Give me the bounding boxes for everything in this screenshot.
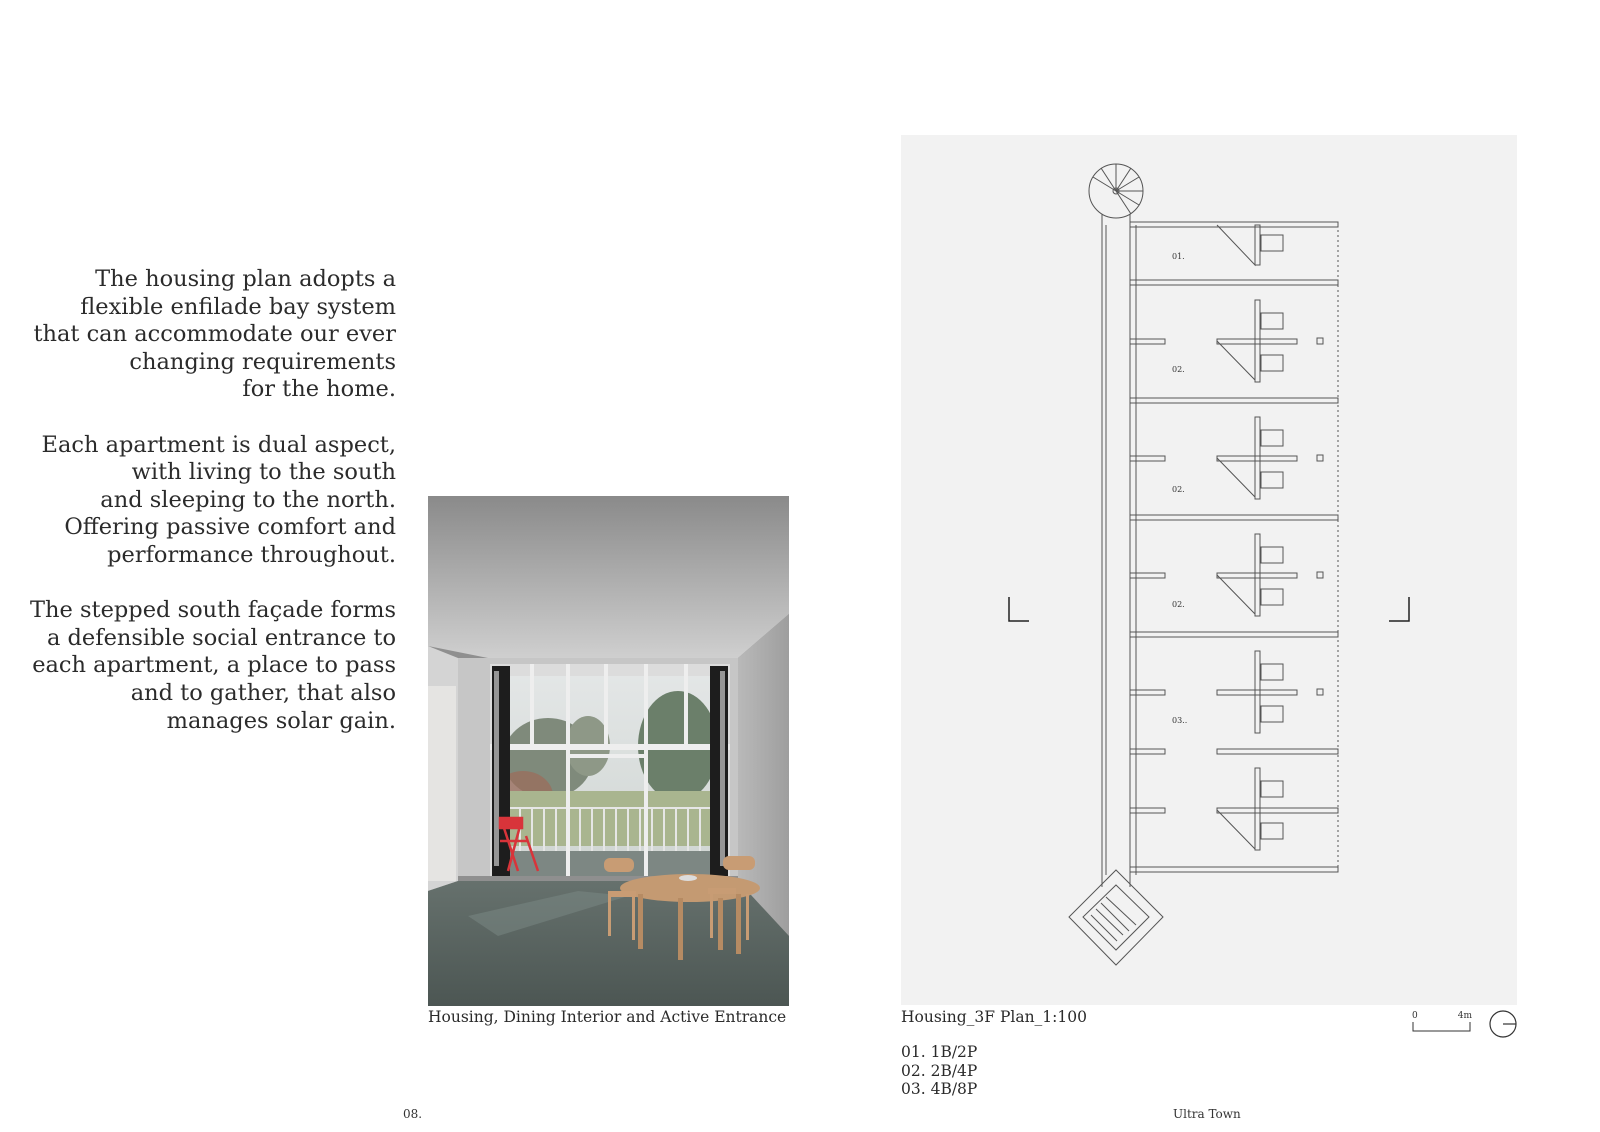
bay-walls <box>1130 339 1338 813</box>
text-line: that can accommodate our ever <box>33 321 396 348</box>
unit-label: 02. <box>1172 485 1185 494</box>
floor-plan-drawing <box>1009 164 1409 965</box>
project-title: Ultra Town <box>1173 1107 1241 1121</box>
photo-caption: Housing, Dining Interior and Active Entrance <box>428 1008 787 1026</box>
text-line: for the home. <box>242 376 396 403</box>
unit-label: 01. <box>1172 252 1185 261</box>
spine-walls <box>1255 225 1260 850</box>
scale-start-label: 0 <box>1412 1011 1418 1021</box>
intro-paragraph-3 <box>30 597 396 735</box>
intro-paragraph-2 <box>30 432 396 570</box>
unit-label: 03.. <box>1172 716 1188 725</box>
legend-item: 03. 4B/8P <box>901 1080 978 1098</box>
text-line: and sleeping to the north. <box>100 486 396 513</box>
text-line: and to gather, that also <box>130 679 396 706</box>
intro-paragraph-1 <box>30 266 396 404</box>
floor-plan-panel <box>901 135 1517 1005</box>
text-line: Each apartment is dual aspect, <box>41 431 396 458</box>
plan-caption: Housing_3F Plan_1:100 <box>901 1008 1087 1026</box>
scale-end-label: 4m <box>1457 1011 1472 1021</box>
internal-stairs <box>1217 225 1283 849</box>
intro-text <box>30 266 396 763</box>
text-line: a defensible social entrance to <box>46 624 396 651</box>
legend-item: 01. 1B/2P <box>901 1043 978 1061</box>
plan-legend <box>901 1043 977 1099</box>
party-walls <box>1130 222 1338 872</box>
shutter-left <box>492 666 510 876</box>
curtain <box>428 686 456 881</box>
shutter-right <box>710 666 728 876</box>
text-line: The stepped south façade forms <box>30 597 396 624</box>
section-marker-left <box>1009 597 1029 621</box>
text-line: changing requirements <box>129 348 396 375</box>
unit-label: 02. <box>1172 365 1185 374</box>
text-line: each apartment, a place to pass <box>32 652 396 679</box>
spiral-stair <box>1089 164 1143 225</box>
text-line: Offering passive comfort and <box>64 514 396 541</box>
unit-label: 02. <box>1172 600 1185 609</box>
ceiling <box>428 496 789 658</box>
text-line: The housing plan adopts a <box>95 266 396 292</box>
north-arrow-icon <box>1488 1009 1518 1039</box>
balcony-posts <box>1317 338 1323 695</box>
text-line: manages solar gain. <box>166 707 396 734</box>
text-line: performance throughout. <box>107 541 396 568</box>
entrance-stair-core <box>1069 870 1163 965</box>
scale-bar <box>1412 1011 1472 1035</box>
text-line: flexible enfilade bay system <box>80 293 396 320</box>
text-line: with living to the south <box>131 459 396 486</box>
legend-item: 02. 2B/4P <box>901 1061 978 1080</box>
interior-rendering <box>428 496 789 1006</box>
section-marker-right <box>1389 597 1409 621</box>
page-number: 08. <box>403 1107 423 1121</box>
